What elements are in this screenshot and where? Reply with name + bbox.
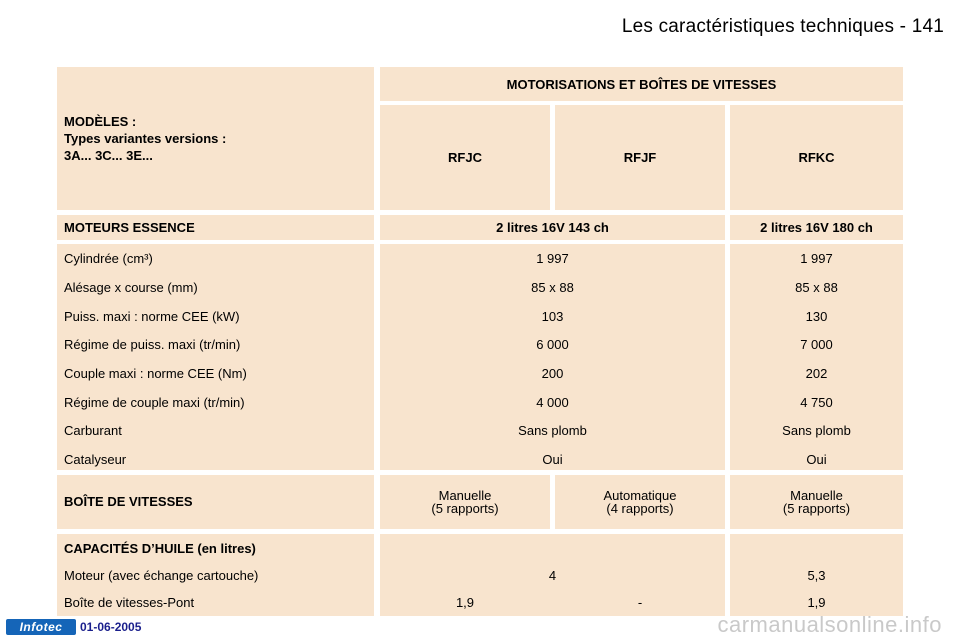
oil-labels (57, 534, 374, 616)
spec-label-regime-puissance: Régime de puiss. maxi (tr/min) (64, 337, 241, 352)
spec-value: Oui (542, 452, 563, 467)
spec-label-catalyseur: Catalyseur (64, 452, 127, 467)
oil-gearbox-label: Boîte de vitesses-Pont (64, 595, 195, 610)
spec-value: Oui (806, 452, 827, 467)
spec-value: 202 (805, 366, 828, 381)
gearbox-type: Manuelle (790, 488, 843, 503)
gearbox-label: BOÎTE DE VITESSES (57, 475, 374, 529)
oil-engine-label: Moteur (avec échange cartouche) (64, 568, 259, 583)
gearbox-manual-rfjc (380, 475, 550, 529)
models-variants-label: 3A... 3C... 3E... (64, 148, 153, 163)
specs-values-180 (730, 244, 903, 470)
spec-value: 4 000 (536, 395, 569, 410)
spec-value: 130 (805, 309, 828, 324)
gearbox-auto-rfjf (555, 475, 725, 529)
oil-gearbox-value-rfjf: - (637, 595, 643, 610)
footer-date: 01-06-2005 (80, 620, 142, 634)
motorisations-header: MOTORISATIONS ET BOÎTES DE VITESSES (380, 67, 903, 101)
page-header: Les caractéristiques techniques - 141 (621, 16, 944, 37)
models-cell (57, 67, 374, 210)
infotec-logo: Infotec (6, 619, 76, 635)
engines-label: MOTEURS ESSENCE (57, 215, 374, 240)
spec-label-puissance: Puiss. maxi : norme CEE (kW) (64, 309, 240, 324)
engine-143: 2 litres 16V 143 ch (380, 215, 725, 240)
spec-value: 103 (541, 309, 564, 324)
gearbox-type: Automatique (603, 488, 677, 503)
gearbox-ratios: (5 rapports) (782, 501, 851, 516)
gearbox-ratios: (5 rapports) (431, 501, 499, 516)
spec-value: 1 997 (536, 251, 569, 266)
gearbox-manual-rfkc (730, 475, 903, 529)
oil-engine-value: 5,3 (807, 568, 826, 583)
specs-values-143 (380, 244, 725, 470)
spec-value: Sans plomb (518, 423, 587, 438)
models-label: MODÈLES : (64, 114, 137, 129)
spec-label-couple: Couple maxi : norme CEE (Nm) (64, 366, 247, 381)
oil-engine-value: 4 (548, 568, 557, 583)
watermark: carmanualsonline.info (717, 612, 942, 637)
oil-title: CAPACITÉS D’HUILE (en litres) (64, 541, 256, 556)
spec-label-alesage: Alésage x course (mm) (64, 280, 198, 295)
models-types-label: Types variantes versions : (64, 131, 227, 146)
oil-values-180 (730, 534, 903, 616)
gearbox-ratios: (4 rapports) (606, 501, 674, 516)
engine-180: 2 litres 16V 180 ch (730, 215, 903, 240)
spec-value: Sans plomb (782, 423, 851, 438)
spec-value: 7 000 (800, 337, 833, 352)
spec-value: 1 997 (800, 251, 833, 266)
spec-label-carburant: Carburant (64, 423, 122, 438)
specs-labels (57, 244, 374, 470)
oil-values-143 (380, 534, 725, 616)
spec-label-regime-couple: Régime de couple maxi (tr/min) (64, 395, 245, 410)
code-rfjf: RFJF (555, 105, 725, 210)
spec-value: 6 000 (536, 337, 569, 352)
oil-gearbox-value-rfkc: 1,9 (807, 595, 826, 610)
spec-value: 4 750 (800, 395, 833, 410)
code-rfkc: RFKC (730, 105, 903, 210)
gearbox-type: Manuelle (438, 488, 492, 503)
spec-value: 200 (541, 366, 564, 381)
spec-value: 85 x 88 (531, 280, 574, 295)
spec-value: 85 x 88 (795, 280, 838, 295)
oil-gearbox-value-rfjc: 1,9 (455, 595, 475, 610)
spec-label-cylindree: Cylindrée (cm³) (64, 251, 153, 266)
code-rfjc: RFJC (380, 105, 550, 210)
